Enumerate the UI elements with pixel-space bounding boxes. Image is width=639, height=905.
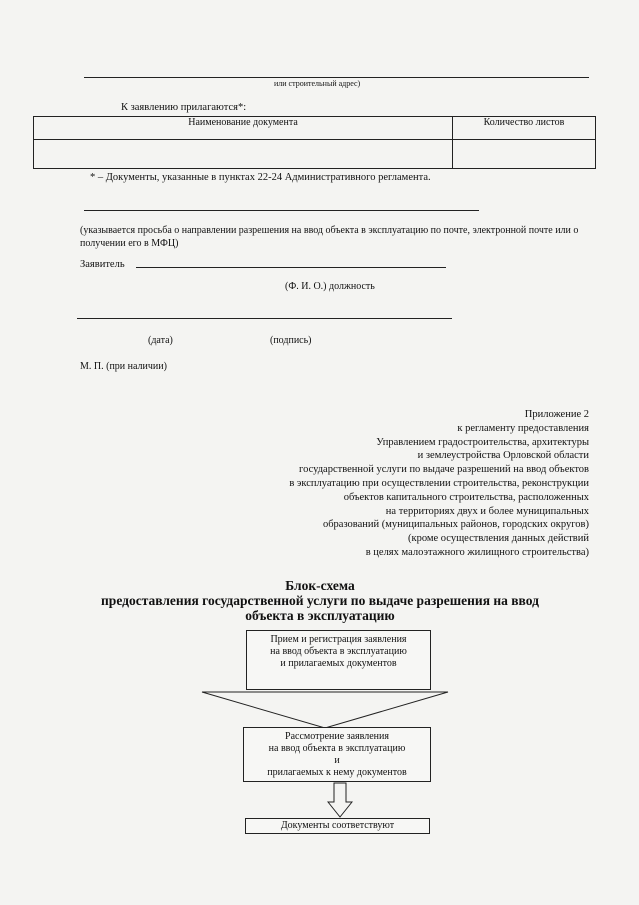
attachments-footnote: * – Документы, указанные в пунктах 22-24 Административного регламента. bbox=[90, 172, 431, 183]
scheme-title-line: предоставления государственной услуги по выдаче разрешения на ввод bbox=[101, 593, 539, 608]
address-caption: или строительный адрес) bbox=[274, 79, 361, 88]
appendix-line: Приложение 2 bbox=[524, 409, 589, 420]
flow-box-line: Прием и регистрация заявления bbox=[270, 634, 407, 645]
table-header-row bbox=[34, 117, 596, 140]
flow-box-line: на ввод объекта в эксплуатацию bbox=[268, 743, 406, 754]
attachments-intro: К заявлению прилагаются*: bbox=[121, 102, 247, 113]
appendix-line: и землеустройства Орловской области bbox=[417, 450, 589, 462]
applicant-label: Заявитель bbox=[80, 259, 125, 270]
flow-box-documents-ok bbox=[245, 818, 430, 834]
signature-underline[interactable] bbox=[77, 318, 452, 319]
table-header-cell: Количество листов bbox=[453, 117, 596, 140]
flow-box-line: Документы соответствуют bbox=[280, 820, 395, 831]
date-caption: (дата) bbox=[148, 335, 173, 346]
applicant-underline[interactable] bbox=[136, 267, 446, 268]
flow-box-review bbox=[243, 727, 431, 782]
appendix-line: к регламенту предоставления bbox=[457, 422, 589, 434]
appendix-line: объектов капитального строительства, расположенных bbox=[343, 491, 589, 503]
flow-box-line: прилагаемых к нему документов bbox=[267, 767, 407, 778]
flow-box-reception bbox=[246, 630, 431, 690]
signature-caption: (подпись) bbox=[270, 335, 312, 346]
flow-box-line: и bbox=[334, 755, 340, 766]
flow-arrow-down-icon bbox=[200, 690, 450, 730]
attachments-table bbox=[33, 116, 596, 169]
appendix-line: государственной услуги по выдаче разрешений на ввод объектов bbox=[299, 464, 589, 476]
table-row bbox=[34, 140, 596, 169]
appendix-line: в целях малоэтажного жилищного строительства) bbox=[365, 546, 589, 558]
table-header-cell: Наименование документа bbox=[34, 117, 453, 140]
delivery-note: (указывается просьба о направлении разрешения на ввод объекта в эксплуатацию по почте, электронной почте или о получении его в МФЦ) bbox=[80, 225, 579, 249]
flow-arrow-small-icon bbox=[327, 782, 353, 818]
appendix-line: (кроме осуществления данных действий bbox=[407, 533, 589, 545]
flow-box-line: и прилагаемых документов bbox=[280, 658, 397, 669]
scheme-title-line: объекта в эксплуатацию bbox=[245, 608, 395, 623]
appendix-line: Управлением градостроительства, архитектуры bbox=[376, 436, 589, 448]
flow-box-line: на ввод объекта в эксплуатацию bbox=[270, 646, 407, 657]
appendix-line: на территориях двух и более муниципальных bbox=[385, 505, 589, 517]
delivery-underline bbox=[84, 210, 479, 211]
applicant-name-caption: (Ф. И. О.) должность bbox=[285, 281, 375, 292]
stamp-caption: М. П. (при наличии) bbox=[80, 361, 167, 372]
table-cell[interactable] bbox=[34, 140, 453, 169]
appendix-line: образований (муниципальных районов, городских округов) bbox=[322, 519, 589, 531]
flow-box-line: Рассмотрение заявления bbox=[285, 731, 389, 742]
address-underline bbox=[84, 77, 589, 78]
appendix-line: в эксплуатацию при осуществлении строительства, реконструкции bbox=[289, 477, 589, 489]
appendix-block bbox=[169, 408, 589, 560]
scheme-title bbox=[80, 578, 560, 623]
scheme-title-line: Блок-схема bbox=[285, 578, 355, 593]
table-cell[interactable] bbox=[453, 140, 596, 169]
